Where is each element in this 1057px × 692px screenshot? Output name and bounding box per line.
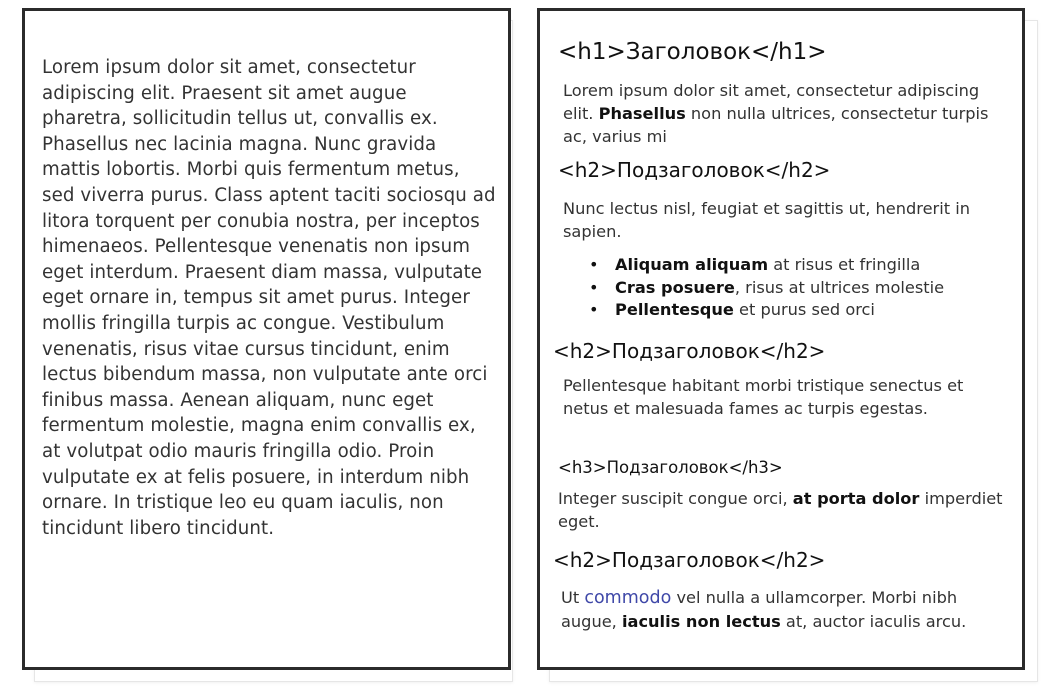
- paragraph-1-text-b: non nulla ultrices, consectetur turpis ac, varius mi: [563, 104, 989, 146]
- bullet-list: [589, 254, 1015, 322]
- paragraph-1-bold: Phasellus: [598, 104, 686, 123]
- bullet-icon: •: [589, 300, 599, 319]
- right-structured-card: [537, 8, 1025, 670]
- list-item: [589, 254, 1015, 277]
- left-plain-text-card: [22, 8, 511, 670]
- heading-h2-third: <h2>Подзаголовок</h2>: [553, 548, 826, 572]
- paragraph-4-text-a: Integer suscipit congue orci,: [558, 489, 793, 508]
- paragraph-4-bold: at porta dolor: [792, 489, 920, 508]
- paragraph-5-bold: iaculis non lectus: [621, 612, 781, 631]
- paragraph-3: Pellentesque habitant morbi tristique senectus et netus et malesuada fames ac turpis egestas.: [563, 376, 964, 418]
- list-item: [589, 299, 1015, 322]
- paragraph-1-text-a: Lorem ipsum dolor sit amet, consectetur adipiscing elit.: [563, 81, 980, 123]
- paragraph-4-text-b: imperdiet eget.: [558, 489, 1003, 531]
- bullet-icon: •: [589, 277, 599, 297]
- paragraph-5-text-b: vel nulla a ullamcorper. Morbi nibh augue,: [561, 588, 958, 631]
- heading-h3: <h3>Подзаголовок</h3>: [558, 458, 783, 477]
- paragraph-1: [563, 79, 1003, 148]
- heading-h2-first: <h2>Подзаголовок</h2>: [558, 158, 831, 182]
- paragraph-5-text-c: at, auctor iaculis arcu.: [780, 612, 967, 631]
- list-item: [589, 277, 1015, 300]
- heading-h1: <h1>Заголовок</h1>: [558, 39, 827, 65]
- paragraph-2: Nunc lectus nisl, feugiat et sagittis ut, hendrerit in sapien.: [563, 199, 970, 241]
- list-item-bold: Aliquam aliquam: [615, 255, 769, 274]
- bullet-icon: •: [589, 255, 599, 274]
- list-item-bold: Pellentesque: [615, 300, 734, 319]
- paragraph-4: [558, 487, 1008, 533]
- plain-paragraph: Lorem ipsum dolor sit amet, consectetur adipiscing elit. Praesent sit amet augue pharetra, sollicitudin tellus ut, convallis ex. Phasellus nec lacinia magna. Nunc gravida mattis lobortis. Morbi quis fermentum metus, sed viverra purus. Class aptent taciti sociosqu ad litora torquent per conubia nostra, per inceptos himenaeos. Pellentesque venenatis non ipsum eget interdum. Praesent diam massa, vulputate eget ornare in, tempus sit amet purus. Integer mollis fringilla turpis ac congue. Vestibulum venenatis, risus vitae cursus tincidunt, enim lectus bibendum massa, non vulputate ante orci finibus massa. Aenean aliquam, nunc eget fermentum molestie, magna enim convallis ex, at volutpat odio mauris fringilla odio. Proin vulputate ex at felis posuere, in interdum nibh ornare. In tristique leo eu quam iaculis, non tincidunt libero tincidunt.: [42, 57, 496, 539]
- paragraph-5: [561, 586, 1001, 633]
- heading-h2-second: <h2>Подзаголовок</h2>: [553, 339, 826, 363]
- commodo-link[interactable]: commodo: [584, 588, 672, 608]
- list-item-text: , risus at ultrices molestie: [734, 277, 945, 297]
- list-item-bold: Cras posuere: [615, 277, 735, 297]
- paragraph-5-text-a: Ut: [561, 588, 585, 607]
- list-item-text: et purus sed orci: [733, 300, 875, 319]
- list-item-text: at risus et fringilla: [768, 255, 921, 274]
